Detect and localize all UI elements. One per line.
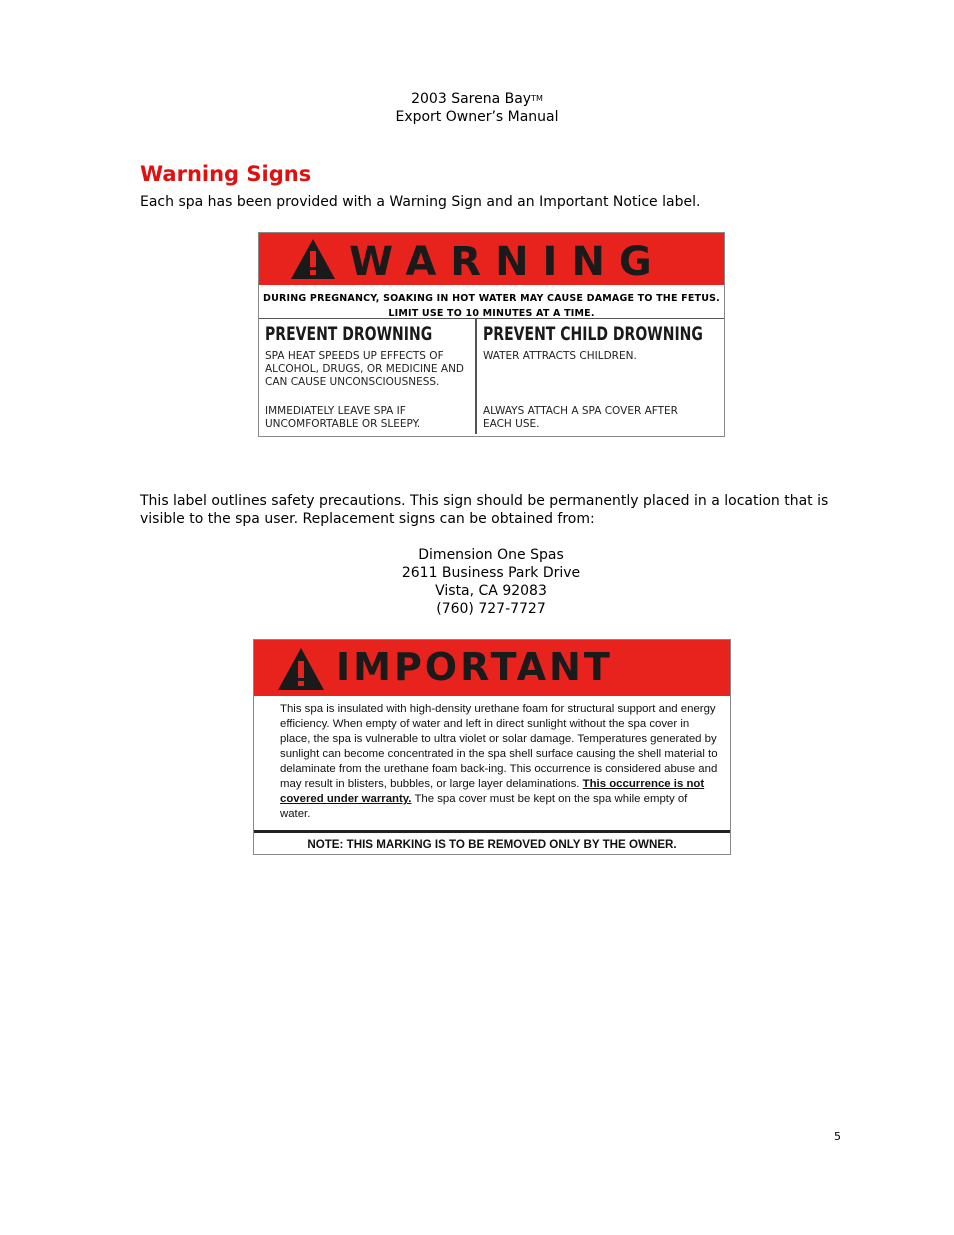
important-banner: [254, 640, 730, 696]
warning-banner: [259, 233, 724, 285]
prevent-drowning-body: SPA HEAT SPEEDS UP EFFECTS OF ALCOHOL, DRUGS, OR MEDICINE AND CAN CAUSE UNCONSCIOUSNESS.: [265, 350, 465, 388]
manual-title-line1: 2003 Sarena Bay™: [411, 91, 543, 107]
important-body: [254, 696, 730, 826]
prevent-drowning-heading: PREVENT DROWNING: [265, 323, 433, 345]
pregnancy-note: [259, 285, 724, 319]
address-block: [0, 546, 954, 618]
label-paragraph: This label outlines safety precautions. This sign should be permanently placed in a location that is visible to the spa user. Replacement signs can be obtained from:: [140, 493, 829, 527]
page-header: [0, 90, 954, 126]
warning-triangle-icon: [276, 646, 326, 692]
address-city: Vista, CA 92083: [435, 583, 547, 599]
address-company: Dimension One Spas: [418, 547, 564, 563]
manual-title-line2: Export Owner’s Manual: [395, 109, 559, 125]
important-word: IMPORTANT: [336, 645, 613, 689]
warranty-notice: This occurrence is not covered under warranty.: [280, 778, 705, 805]
intro-text: Each spa has been provided with a Warning Sign and an Important Notice label.: [140, 194, 701, 210]
section-title: Warning Signs: [140, 162, 312, 186]
prevent-child-drowning-column: [475, 319, 757, 434]
important-body-text: This spa is insulated with high-density urethane foam for structural support and energy efficiency. When empty of water and left in direct sunlight without the spa cover in place, the spa is vulnerable to ultra violet or solar damage. Temperatures generated by sunlight can become concentrated in the spa shell surface causing the shell material to delaminate from the urethane foam back-ing. This occurrence is considered abuse and may result in blisters, bubbles, or large layer delaminations.: [280, 703, 718, 790]
page-number: 5: [834, 1130, 841, 1143]
prevent-child-drowning-body: WATER ATTRACTS CHILDREN.: [482, 350, 637, 362]
pregnancy-note-line1: DURING PREGNANCY, SOAKING IN HOT WATER MAY CAUSE DAMAGE TO THE FETUS.: [263, 293, 720, 304]
owner-removal-note: NOTE: THIS MARKING IS TO BE REMOVED ONLY BY THE OWNER.: [254, 830, 730, 851]
warning-sign-label: [258, 232, 725, 437]
warning-columns: [259, 319, 724, 434]
prevent-drowning-footer: IMMEDIATELY LEAVE SPA IF UNCOMFORTABLE OR SLEEPY.: [265, 405, 421, 430]
address-phone: (760) 727-7727: [436, 601, 546, 617]
address-street: 2611 Business Park Drive: [401, 565, 581, 581]
important-body-end: The spa cover must be kept on the spa while empty of water.: [280, 793, 688, 820]
prevent-child-drowning-footer: ALWAYS ATTACH A SPA COVER AFTER EACH USE.: [482, 405, 678, 430]
warning-word: WARNING: [349, 239, 666, 285]
prevent-child-drowning-heading: PREVENT CHILD DROWNING: [482, 323, 703, 345]
important-notice-label: [253, 639, 731, 855]
pregnancy-note-line2: LIMIT USE TO 10 MINUTES AT A TIME.: [388, 308, 595, 319]
warning-triangle-icon: [289, 237, 337, 281]
prevent-drowning-column: [259, 319, 475, 434]
